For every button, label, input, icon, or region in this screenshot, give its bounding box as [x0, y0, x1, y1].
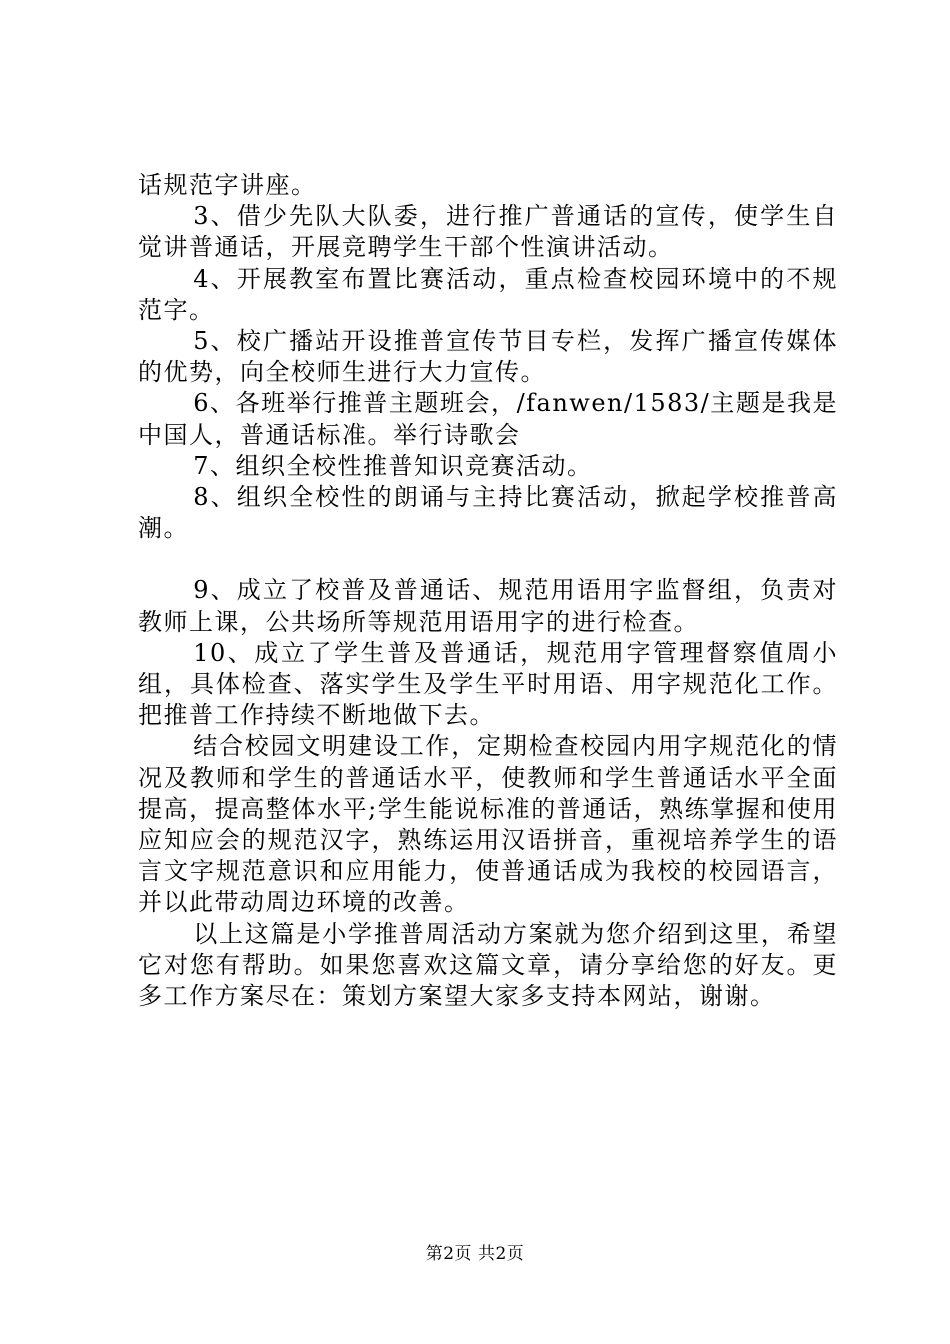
paragraph-closing: 以上这篇是小学推普周活动方案就为您介绍到这里，希望它对您有帮助。如果您喜欢这篇文章，请分享给您的好友。更多工作方案尽在：策划方案望大家多支持本网站，谢谢。	[138, 919, 838, 1011]
paragraph-summary: 结合校园文明建设工作，定期检查校园内用字规范化的情况及教师和学生的普通话水平，使教师和学生普通话水平全面提高，提高整体水平;学生能说标准的普通话，熟练掌握和使用应知应会的规范汉字，熟练运用汉语拼音，重视培养学生的语言文字规范意识和应用能力，使普通话成为我校的校园语言，并以此带动周边环境的改善。	[138, 732, 838, 917]
page-indicator: 第2页 共2页	[425, 1244, 525, 1264]
paragraph-item-8: 8、组织全校性的朗诵与主持比赛活动，掀起学校推普高潮。	[138, 483, 838, 543]
paragraph-item-10: 10、成立了学生普及普通话，规范用字管理督察值周小组，具体检查、落实学生及学生平时用语、用字规范化工作。把推普工作持续不断地做下去。	[138, 638, 838, 730]
page-footer	[0, 1243, 950, 1265]
paragraph-continuation: 话规范字讲座。	[138, 171, 317, 199]
paragraph-item-7: 7、组织全校性推普知识竞赛活动。	[193, 451, 593, 480]
paragraph-item-5: 5、校广播站开设推普宣传节目专栏，发挥广播宣传媒体的优势，向全校师生进行大力宣传。	[138, 327, 838, 387]
paragraph-item-9: 9、成立了校普及普通话、规范用语用字监督组，负责对教师上课，公共场所等规范用语用字的进行检查。	[138, 576, 838, 636]
paragraph-item-4: 4、开展教室布置比赛活动，重点检查校园环境中的不规范字。	[138, 264, 838, 324]
document-body	[138, 170, 838, 1012]
paragraph-item-6: 6、各班举行推普主题班会，/fanwen/1583/主题是我是中国人，普通话标准。举行诗歌会	[138, 389, 838, 449]
paragraph-item-3: 3、借少先队大队委，进行推广普通话的宣传，使学生自觉讲普通话，开展竞聘学生干部个性演讲活动。	[138, 202, 838, 262]
